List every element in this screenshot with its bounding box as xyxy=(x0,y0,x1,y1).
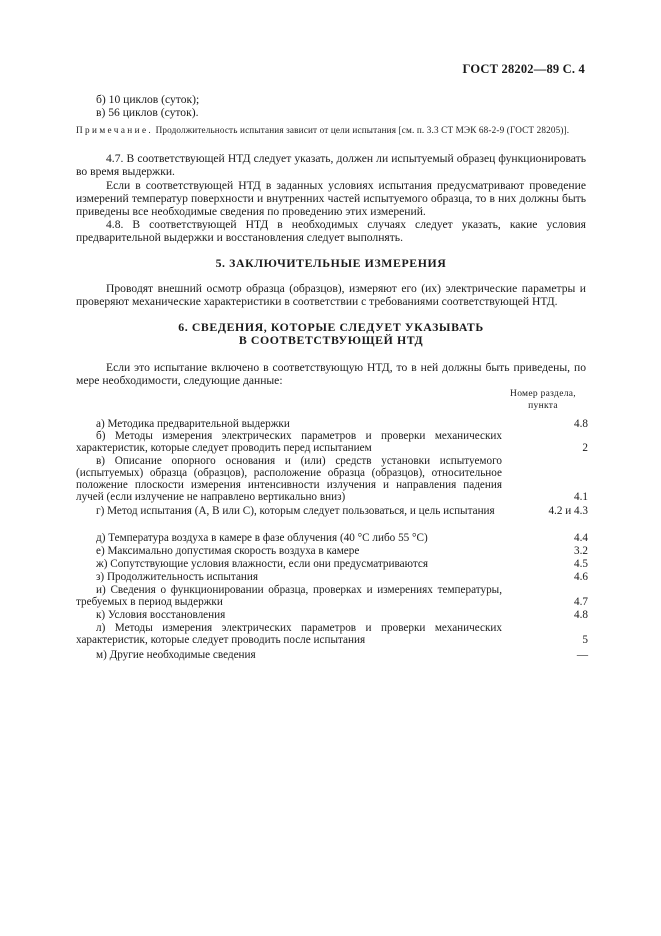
table-row xyxy=(76,649,588,661)
row-ref: 4.1 xyxy=(574,491,588,503)
row-text: и) Сведения о функционировании образца, проверках и измерениях температуры, требуемых в период выдержки xyxy=(76,584,502,608)
row-text: а) Методика предварительной выдержки xyxy=(96,418,290,430)
table-row xyxy=(76,532,588,544)
row-ref: 4.8 xyxy=(574,418,588,430)
note-label: Примечание. xyxy=(76,125,154,135)
list-item-b: б) 10 циклов (суток); xyxy=(96,93,200,106)
note-text: Продолжительность испытания зависит от цели испытания [см. п. 3.3 СТ МЭК 68-2-9 (ГОСТ 28205)]. xyxy=(153,125,570,135)
row-text: в) Описание опорного основания и (или) средств установки испытуемого (испытуемых) образца (образцов), расположение образца (образцов), относительное положение плоскости измерения интенсивности излучения и направления падения лучей (если излучение не направлено вертикально вниз) xyxy=(76,455,502,503)
table-row xyxy=(76,622,588,646)
row-ref: 5 xyxy=(582,634,588,646)
row-text: е) Максимально допустимая скорость воздуха в камере xyxy=(96,545,360,557)
row-text: з) Продолжительность испытания xyxy=(96,571,259,583)
row-ref: — xyxy=(576,649,588,661)
list-item-v: в) 56 циклов (суток). xyxy=(96,106,199,119)
table-row xyxy=(76,455,588,503)
table-row xyxy=(76,545,588,557)
note xyxy=(76,125,586,137)
column-header-line2: пункта xyxy=(528,400,558,411)
table-row xyxy=(76,418,588,430)
table-row xyxy=(76,558,588,570)
row-text: б) Методы измерения электрических параметров и проверки механических характеристик, которые следует проводить перед испытанием xyxy=(76,430,502,454)
table-row xyxy=(76,584,588,608)
row-ref: 2 xyxy=(582,442,588,454)
row-ref: 4.6 xyxy=(574,571,588,583)
section-6-title-line1: 6. СВЕДЕНИЯ, КОТОРЫЕ СЛЕДУЕТ УКАЗЫВАТЬ xyxy=(178,320,484,334)
column-header xyxy=(503,389,583,412)
section-5-text: Проводят внешний осмотр образца (образцов), измеряют его (их) электрические параметры и проверяют механические характеристики в соответствии с требованиями соответствующей НТД. xyxy=(76,282,586,309)
section-6-intro: Если это испытание включено в соответствующую НТД, то в ней должны быть приведены, по мере необходимости, следующие данные: xyxy=(76,361,586,388)
row-ref: 4.4 xyxy=(574,532,588,544)
row-text: ж) Сопутствующие условия влажности, если они предусматриваются xyxy=(96,558,428,570)
row-text: м) Другие необходимые сведения xyxy=(96,649,256,661)
page-header: ГОСТ 28202—89 С. 4 xyxy=(462,62,585,76)
column-header-line1: Номер раздела, xyxy=(510,389,576,399)
paragraph-4-7-b: Если в соответствующей НТД в заданных условиях испытания предусматривают проведение измерений температур поверхности и внутренних частей испытуемого образца, то в них должны быть приведены все необходимые сведения по проведению этих измерений. xyxy=(76,179,586,219)
table-row xyxy=(76,505,588,517)
section-5-title: 5. ЗАКЛЮЧИТЕЛЬНЫЕ ИЗМЕРЕНИЯ xyxy=(215,256,447,270)
table-row xyxy=(76,609,588,621)
row-ref: 3.2 xyxy=(574,545,588,557)
table-row xyxy=(76,571,588,583)
section-6-title-line2: В СООТВЕТСТВУЮЩЕЙ НТД xyxy=(238,333,424,347)
row-ref: 4.8 xyxy=(574,609,588,621)
row-text: г) Метод испытания (А, В или С), которым следует пользоваться, и цель испытания xyxy=(96,505,495,517)
row-ref: 4.5 xyxy=(574,558,588,570)
paragraph-4-7: 4.7. В соответствующей НТД следует указать, должен ли испытуемый образец функционировать во время выдержки. xyxy=(76,152,586,179)
row-ref: 4.2 и 4.3 xyxy=(548,505,588,517)
row-text: д) Температура воздуха в камере в фазе облучения (40 °С либо 55 °С) xyxy=(96,532,428,544)
paragraph-4-8: 4.8. В соответствующей НТД в необходимых случаях следует указать, какие условия предварительной выдержки и восстановления следует выполнять. xyxy=(76,218,586,245)
row-text: к) Условия восстановления xyxy=(96,609,226,621)
row-ref: 4.7 xyxy=(574,596,588,608)
row-text: л) Методы измерения электрических параметров и проверки механических характеристик, которые следует проводить после испытания xyxy=(76,622,502,646)
table-row xyxy=(76,430,588,454)
